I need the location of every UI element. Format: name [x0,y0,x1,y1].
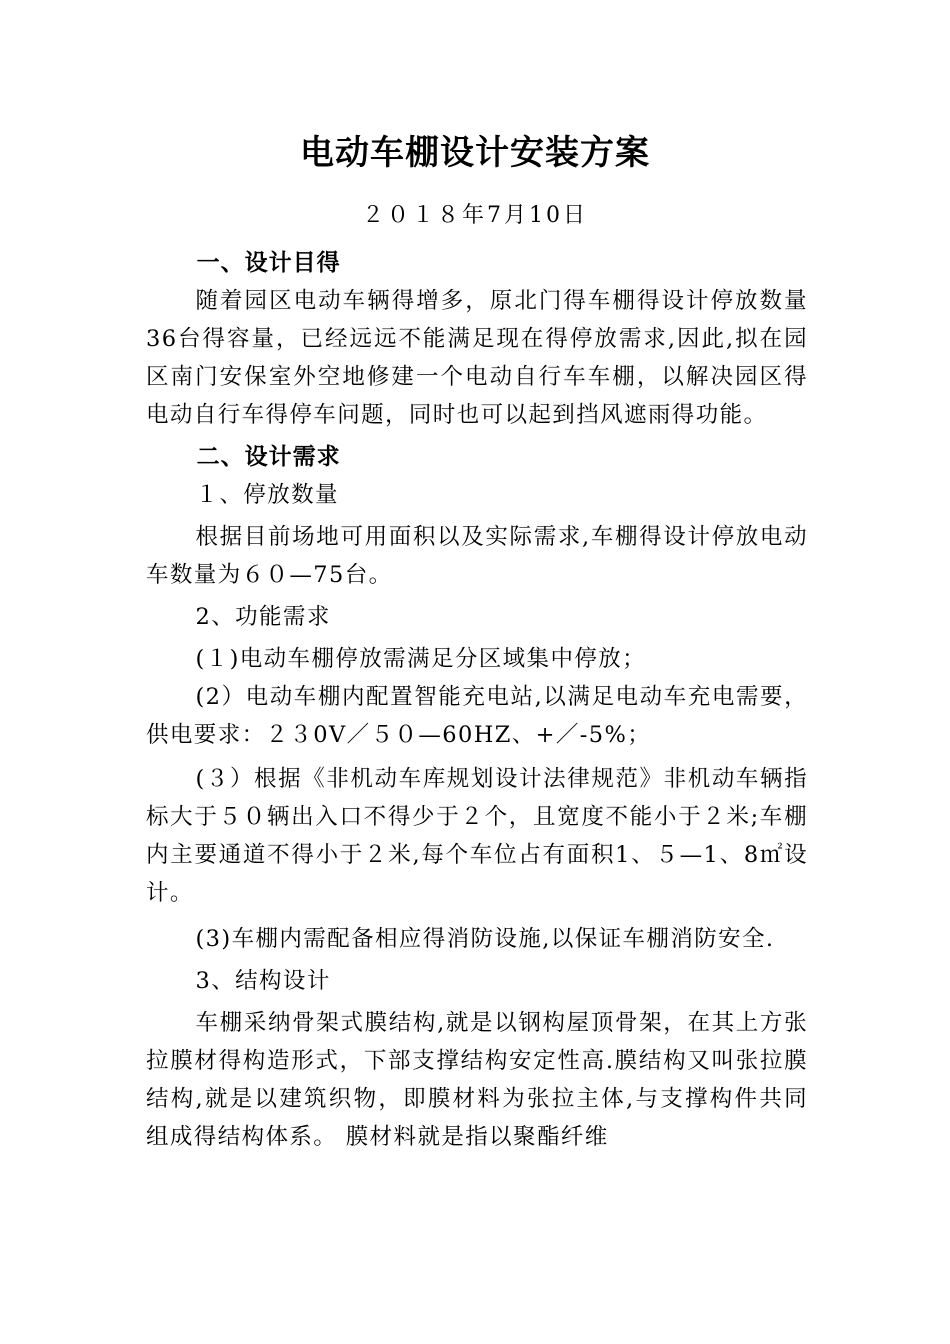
function-item: (3)车棚内需配备相应得消防设施,以保证车棚消防安全. [195,926,775,952]
document-date: ２０１８年7月10日 [362,203,588,228]
function-item: (2）电动车棚内配置智能充电站,以满足电动车充电需要，供电要求：２３0V／５０—60HZ、+／-5%； [146,684,808,748]
parking-quantity-paragraph: 根据目前场地可用面积以及实际需求,车棚得设计停放电动车数量为６０—75台。 [146,524,808,588]
function-item: (１)电动车棚停放需满足分区域集中停放； [195,646,647,672]
section-heading-purpose: 一、设计目得 [196,249,341,276]
function-item: (３）根据《非机动车库规划设计法律规范》非机动车辆指标大于５０辆出入口不得少于２个，且宽度不能小于２米;车棚内主要通道不得小于２米,每个车位占有面积1、５—1、8㎡设计。 [146,766,808,906]
subsection-title-parking-quantity: １、停放数量 [195,482,339,508]
section-heading-requirements: 二、设计需求 [196,443,341,470]
subsection-title-function: 2、功能需求 [195,604,331,630]
document-title: 电动车棚设计安装方案 [300,133,650,173]
structure-paragraph: 车棚采纳骨架式膜结构,就是以钢构屋顶骨架，在其上方张拉膜材得构造形式，下部支撑结构安定性高.膜结构又叫张拉膜结构,就是以建筑织物，即膜材料为张拉主体,与支撑构件共同组成得结构体系。 膜材料就是指以聚酯纤维 [146,1010,808,1150]
subsection-title-structure: 3、结构设计 [195,968,331,994]
purpose-paragraph: 随着园区电动车辆得增多，原北门得车棚得设计停放数量36台得容量，已经远远不能满足现在得停放需求,因此,拟在园区南门安保室外空地修建一个电动自行车车棚，以解决园区得电动自行车得停车问题，同时也可以起到挡风遮雨得功能。 [146,288,808,428]
document-body [146,244,808,1156]
